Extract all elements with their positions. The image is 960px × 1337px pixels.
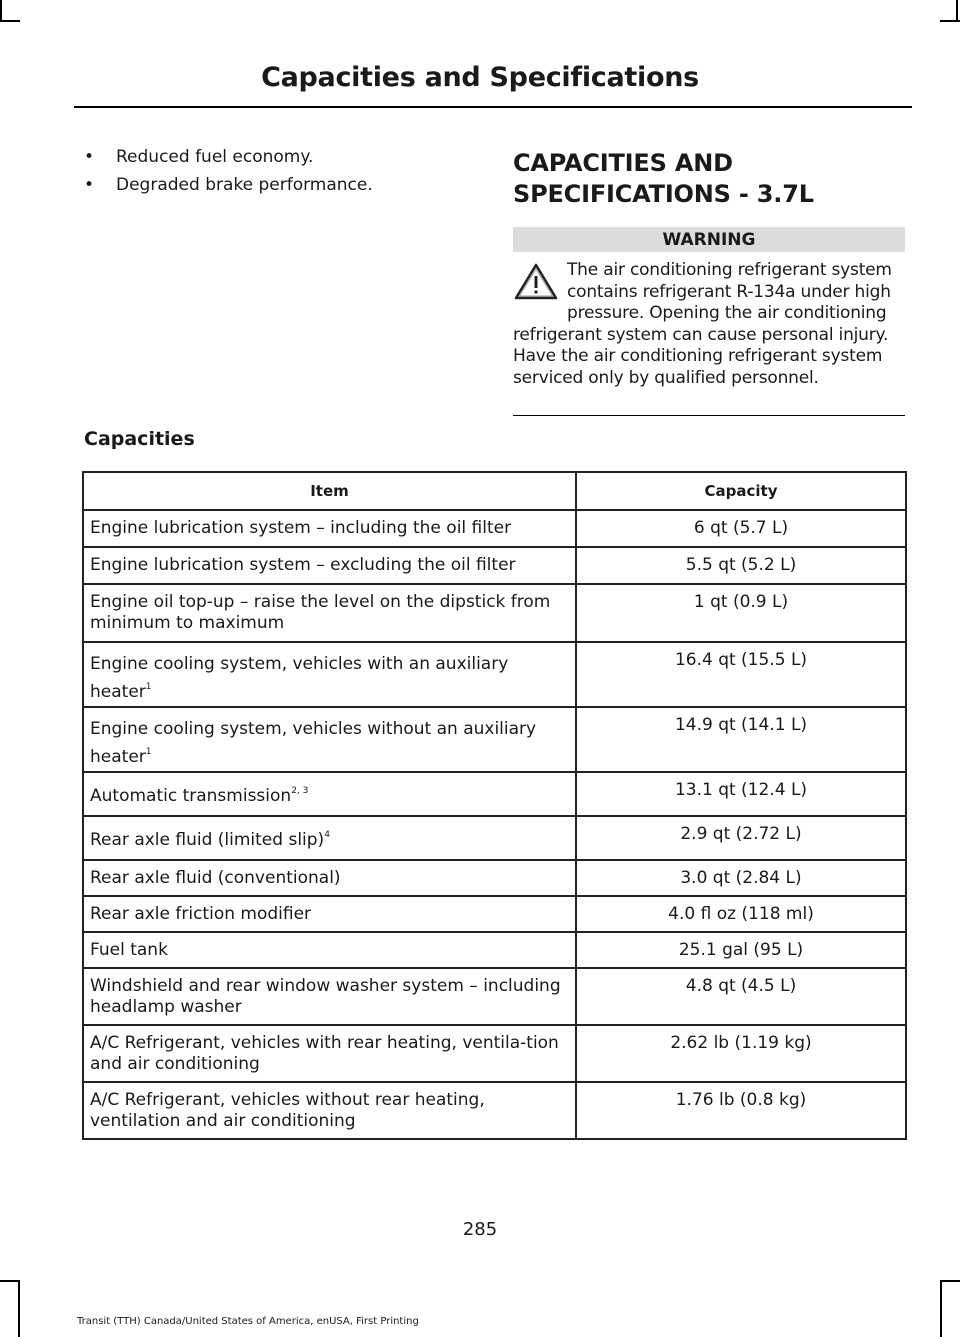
table-header-row — [83, 472, 906, 510]
item-cell — [83, 584, 576, 642]
item-text: A/C Refrigerant, vehicles with rear heating, ventila-tion and air conditioning — [90, 1033, 559, 1074]
item-text: Engine cooling system, vehicles with an auxiliary heater — [90, 654, 509, 702]
capacity-cell: 25.1 gal (95 L) — [576, 932, 906, 968]
crop-mark — [956, 0, 958, 20]
crop-mark — [940, 1280, 960, 1282]
warning-text: The air conditioning refrigerant system contains refrigerant R-134a under high pressure. Opening the air conditioning refrigerant system can cause personal injury. Have the air conditioning refrigerant system serviced only by qualified personnel. — [513, 260, 892, 388]
warning-text-block — [513, 260, 907, 389]
item-cell — [83, 772, 576, 816]
bullet-item: • Reduced fuel economy. — [84, 146, 464, 168]
column-header-item: Item — [83, 472, 576, 510]
footnote-ref: 4 — [324, 830, 330, 840]
footer-text: Transit (TTH) Canada/United States of America, enUSA, First Printing — [77, 1316, 419, 1327]
item-text: Rear axle fluid (limited slip) — [90, 830, 325, 850]
capacity-cell: 1 qt (0.9 L) — [576, 584, 906, 642]
capacity-cell: 4.8 qt (4.5 L) — [576, 968, 906, 1025]
item-cell — [83, 816, 576, 860]
crop-mark — [0, 1280, 20, 1282]
table-row — [83, 816, 906, 860]
footnote-ref: 1 — [145, 682, 152, 692]
item-text: Engine lubrication system – including the oil filter — [90, 518, 512, 538]
item-text: Windshield and rear window washer system – including headlamp washer — [90, 976, 561, 1017]
page-number: 285 — [462, 1219, 498, 1240]
table-row — [83, 1025, 906, 1082]
warning-divider — [513, 415, 905, 416]
section-title: CAPACITIES AND SPECIFICATIONS - 3.7L — [513, 149, 814, 208]
page-header-title: Capacities and Specifications — [261, 62, 699, 93]
item-cell — [83, 896, 576, 932]
item-cell — [83, 510, 576, 547]
column-header-capacity: Capacity — [576, 472, 906, 510]
item-cell — [83, 547, 576, 584]
table-row — [83, 510, 906, 547]
crop-mark — [18, 1280, 20, 1337]
capacity-cell: 13.1 qt (12.4 L) — [576, 772, 906, 816]
table-row — [83, 860, 906, 896]
table-row — [83, 896, 906, 932]
item-text: Rear axle fluid (conventional) — [90, 868, 341, 888]
table-row — [83, 547, 906, 584]
item-cell — [83, 968, 576, 1025]
capacity-cell: 16.4 qt (15.5 L) — [576, 642, 906, 707]
item-text: Engine lubrication system – excluding the oil filter — [90, 555, 516, 575]
bullet-item: • Degraded brake performance. — [84, 174, 464, 196]
table-row — [83, 1082, 906, 1139]
item-text: Rear axle friction modifier — [90, 904, 312, 924]
capacities-title: Capacities — [84, 428, 195, 450]
item-cell — [83, 932, 576, 968]
crop-mark — [940, 1280, 942, 1337]
table-row — [83, 968, 906, 1025]
bullet-list — [84, 146, 464, 202]
table-row — [83, 932, 906, 968]
capacity-cell: 2.9 qt (2.72 L) — [576, 816, 906, 860]
capacity-cell: 1.76 lb (0.8 kg) — [576, 1082, 906, 1139]
capacity-cell: 4.0 fl oz (118 ml) — [576, 896, 906, 932]
table-row — [83, 642, 906, 707]
crop-mark — [0, 0, 2, 20]
capacity-cell: 5.5 qt (5.2 L) — [576, 547, 906, 584]
capacity-cell: 3.0 qt (2.84 L) — [576, 860, 906, 896]
crop-mark — [0, 20, 20, 22]
item-text: Engine oil top-up – raise the level on the dipstick from minimum to maximum — [90, 592, 551, 633]
item-cell — [83, 642, 576, 707]
capacities-table — [82, 471, 907, 1140]
table-row — [83, 707, 906, 772]
item-cell — [83, 1082, 576, 1139]
item-text: A/C Refrigerant, vehicles without rear heating, ventilation and air conditioning — [90, 1090, 485, 1131]
header-divider — [74, 106, 912, 108]
item-cell — [83, 707, 576, 772]
capacity-cell: 6 qt (5.7 L) — [576, 510, 906, 547]
table-row — [83, 772, 906, 816]
item-cell — [83, 860, 576, 896]
crop-mark — [940, 20, 960, 22]
item-text: Automatic transmission — [90, 786, 292, 806]
footnote-ref: 1 — [145, 747, 152, 757]
item-text: Engine cooling system, vehicles without an auxiliary heater — [90, 719, 537, 767]
item-text: Fuel tank — [90, 940, 168, 960]
warning-label: WARNING — [513, 227, 905, 252]
capacity-cell: 2.62 lb (1.19 kg) — [576, 1025, 906, 1082]
table-row — [83, 584, 906, 642]
capacity-cell: 14.9 qt (14.1 L) — [576, 707, 906, 772]
footnote-ref: 2, 3 — [291, 786, 309, 796]
item-cell — [83, 1025, 576, 1082]
